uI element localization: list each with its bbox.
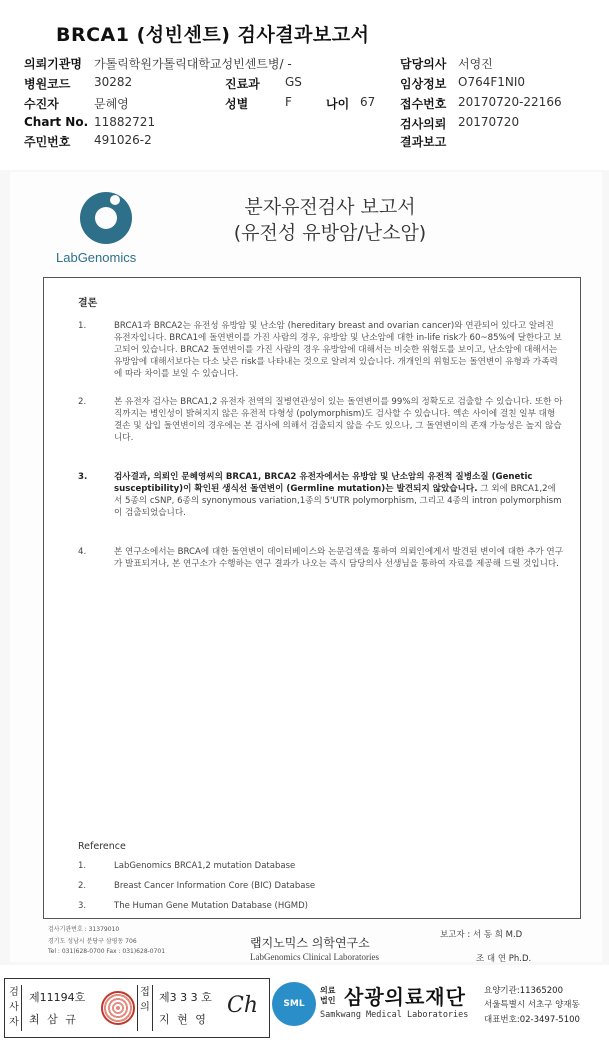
lab-name-english: LabGenomics Clinical Laboratories [250, 952, 379, 962]
inspector-number: 제11194호 [29, 991, 86, 1004]
labgenomics-logo-icon [80, 192, 132, 244]
field-clinical-info: 임상정보 O764F1NI0 [400, 75, 526, 91]
page-title: BRCA1 (성빈센트) 검사결과보고서 [56, 24, 370, 46]
report-title [190, 194, 470, 246]
lab-phone: Tel : 031)628-0700 Fax : 031)628-0701 [48, 948, 166, 955]
conclusion-result-bold: 검사결과, 의뢰인 문혜영씨의 BRCA1, BRCA2 유전자에서는 유방암 및 난소암의 유전적 질병소질 (Genetic susceptibility)이 확인된 생식선 돌연변이 (Germline mutation)는 발견되지 않았습니다. [114, 472, 533, 494]
reporter-signature: 보고자 : 서 동 희 M.D [440, 930, 523, 940]
field-department: 진료과 GS [225, 75, 302, 91]
inspector-name: 최 삼 규 [29, 1013, 78, 1026]
report-header [0, 0, 609, 170]
conclusion-label: 결론 [78, 298, 98, 309]
inspector-seal-icon [101, 991, 135, 1025]
institution-name: 삼광의료재단 [344, 985, 466, 1009]
report-document [0, 170, 609, 965]
approver-label: 접의 [137, 985, 153, 1031]
institution-address: 서울특별시 서초구 양재동 [484, 1000, 580, 1010]
approver-name: 지 현 영 [159, 1013, 208, 1026]
footer-bar [0, 978, 609, 1045]
field-chart-no: Chart No. 11882721 [24, 115, 156, 129]
field-doctor: 담당의사 서영진 [400, 57, 493, 71]
conclusion-item: 1. BRCA1과 BRCA2는 유전성 유방암 및 난소암 (hereditary breast and ovarian cancer)와 연관되어 있다고 알려진 유전자입니다. BRCA1에 돌연변이를 가진 사람의 경우, 유방암 및 난소암에 대한 in-life risk가 60~85%에 달한다고 보고되어 있습니다. BRCA2 돌연변이를 가진 사람의 경우 유방암에 대해서는 비슷한 위험도를 보이고, 난소암에 대해서는 유방암에 대해서보다는 다소 낮은 risk를 나타내는 것으로 알려져 있습니다. 개개인의 위험도는 돌연변이 유형과 가족력에 따라 차이를 보일 수 있습니다. [78, 321, 562, 379]
field-test-request: 검사의뢰 20170720 [400, 115, 520, 131]
inspector-label: 검사자 [7, 985, 22, 1031]
institution-name-english: Samkwang Medical Laboratories [320, 1010, 469, 1020]
approver-number: 제3 3 3 호 [159, 991, 212, 1004]
lab-name-korean: 랩지노믹스 의학연구소 [250, 936, 370, 950]
field-result-report: 결과보고 [400, 135, 447, 149]
stamp-box [4, 978, 270, 1038]
field-resident-no: 주민번호 491026-2 [24, 133, 152, 149]
conclusion-item: 4. 본 연구소에서는 BRCA에 대한 돌연변이 데이터베이스와 논문검색을 통하여 의뢰인에게서 발견된 변이에 대한 추가 연구가 발표되거나, 본 연구소가 수행하는 연구 결과가 나오는 즉시 담당의사 선생님을 통하여 자료를 제공해 드릴 것입니다. [78, 547, 564, 569]
labgenomics-logo-text: LabGenomics [56, 250, 137, 265]
reporter-signature-2: 조 대 연 Ph.D. [476, 954, 532, 964]
agency-number: 검사기관번호 : 31379010 [48, 926, 120, 933]
field-receipt-no: 접수번호 20170720-22166 [400, 95, 562, 111]
reference-label: Reference [78, 841, 126, 852]
conclusion-result-detail: 그 외에 BRCA1,2에서 5종의 cSNP, 6종의 synonymous variation,1종의 5'UTR polymorphism, 그리고 4종의 intron polymorphism이 검출되었습니다. [114, 484, 562, 518]
conclusion-item: 3. 검사결과, 의뢰인 문혜영씨의 BRCA1, BRCA2 유전자에서는 유방암 및 난소암의 유전적 질병소질 (Genetic susceptibility)이 확인된 생식선 돌연변이 (Germline mutation)는 발견되지 않았습니다. 그 외에 BRCA1,2에서 5종의 cSNP, 6종의 synonymous variation,1종의 5'UTR polymorphism, 그리고 4종의 intron polymorphism이 검출되었습니다. [78, 472, 562, 518]
field-requester: 의뢰기관명 가톨릭학원가톨릭대학교성빈센트병/ - [24, 57, 292, 71]
approver-signature: Ch [227, 993, 259, 1018]
field-hospital-code: 병원코드 30282 [24, 75, 133, 91]
report-title-line1: 분자유전검사 보고서 [244, 196, 416, 218]
conclusion-item: 2. 본 유전자 검사는 BRCA1,2 유전자 전역의 질병연관성이 있는 돌연변이를 99%의 정확도로 검출할 수 있습니다. 또한 아직까지는 병인성이 밝혀지지 않은 유전적 다형성 (polymorphism)도 검사할 수 있습니다. 엑손 사이에 걸친 일부 대형 결손 및 삽입 돌연변이의 경우에는 본 검사에 의해서 검출되지 않을 수도 있으나, 그 돌연변이의 존재 가능성은 높지 않습니다. [78, 397, 563, 443]
corp-type-label: 의료 법인 [320, 986, 336, 1005]
conclusion-box: 결론 1. BRCA1과 BRCA2는 유전성 유방암 및 난소암 (hereditary breast and ovarian cancer)와 연관되어 있다고 알려진 유전자입니다. BRCA1에 돌연변이를 가진 사람의 경우, 유방암 및 난소암에 대한 in-life risk가 60~85%에 달한다고 보고되어 있습니다. BRCA2 돌연변이를 가진 사람의 경우 유방암에 대해서는 비슷한 위험도를 보이고, 난소암에 대해서는 유방암에 대해서보다는 다소 낮은 risk를 나타내는 것으로 알려져 있습니다. 개개인의 위험도는 돌연변이 유형과 가족력에 따라 차이를 보일 수 있습니다. 2. 본 유전자 검사는 BRCA1,2 유전자 전역의 질병연관성이 있는 돌연변이를 99%의 정확도로 검출할 수 있습니다. 또한 아직까지는 병인성이 밝혀지지 않은 유전적 다형성 (polymorphism)도 검사할 수 있습니다. 엑손 사이에 걸친 일부 대형 결손 및 삽입 돌연변이의 경우에는 본 검사에 의해서 검출되지 않을 수도 있으나, 그 돌연변이의 존재 가능성은 높지 않습니다. 3. 검사결과, 의뢰인 문혜영씨의 BRCA1, BRCA2 유전자에서는 유방암 및 난소암의 유전적 질병소질 (Genetic susceptibility)이 확인된 생식선 돌연변이 (Germline mutation)는 발견되지 않았습니다. 그 외에 BRCA1,2에서 5종의 cSNP, 6종의 synonymous variation,1종의 5'UTR polymorphism, 그리고 4종의 intron polymorphism이 검출되었습니다. 4. 본 연구소에서는 BRCA에 대한 돌연변이 데이터베이스와 논문검색을 통하여 의뢰인에게서 발견된 변이에 대한 추가 연구가 발표되거나, 본 연구소가 수행하는 연구 결과가 나오는 즉시 담당의사 선생님을 통하여 자료를 제공해 드릴 것입니다. Reference 1. LabGenomics BRCA1,2 mutation Database 2. Breast Cancer Information Core (BIC) Database 3. The Human Gene Mutation Database (HGMD) [43, 277, 581, 919]
report-title-line2: (유전성 유방암/난소암) [233, 222, 427, 244]
field-patient: 수진자 문혜영 [24, 97, 129, 111]
lab-address: 경기도 성남시 분당구 삼평동 706 [48, 938, 137, 945]
samkwang-logo-icon: SML [272, 982, 316, 1026]
report-page [10, 172, 602, 962]
field-sex: 성별 F [225, 95, 292, 111]
institution-phone: 대표번호:02-3497-5100 [484, 1015, 580, 1025]
institution-code: 요양기관:11365200 [484, 986, 563, 996]
field-age: 나이 67 [326, 95, 376, 111]
